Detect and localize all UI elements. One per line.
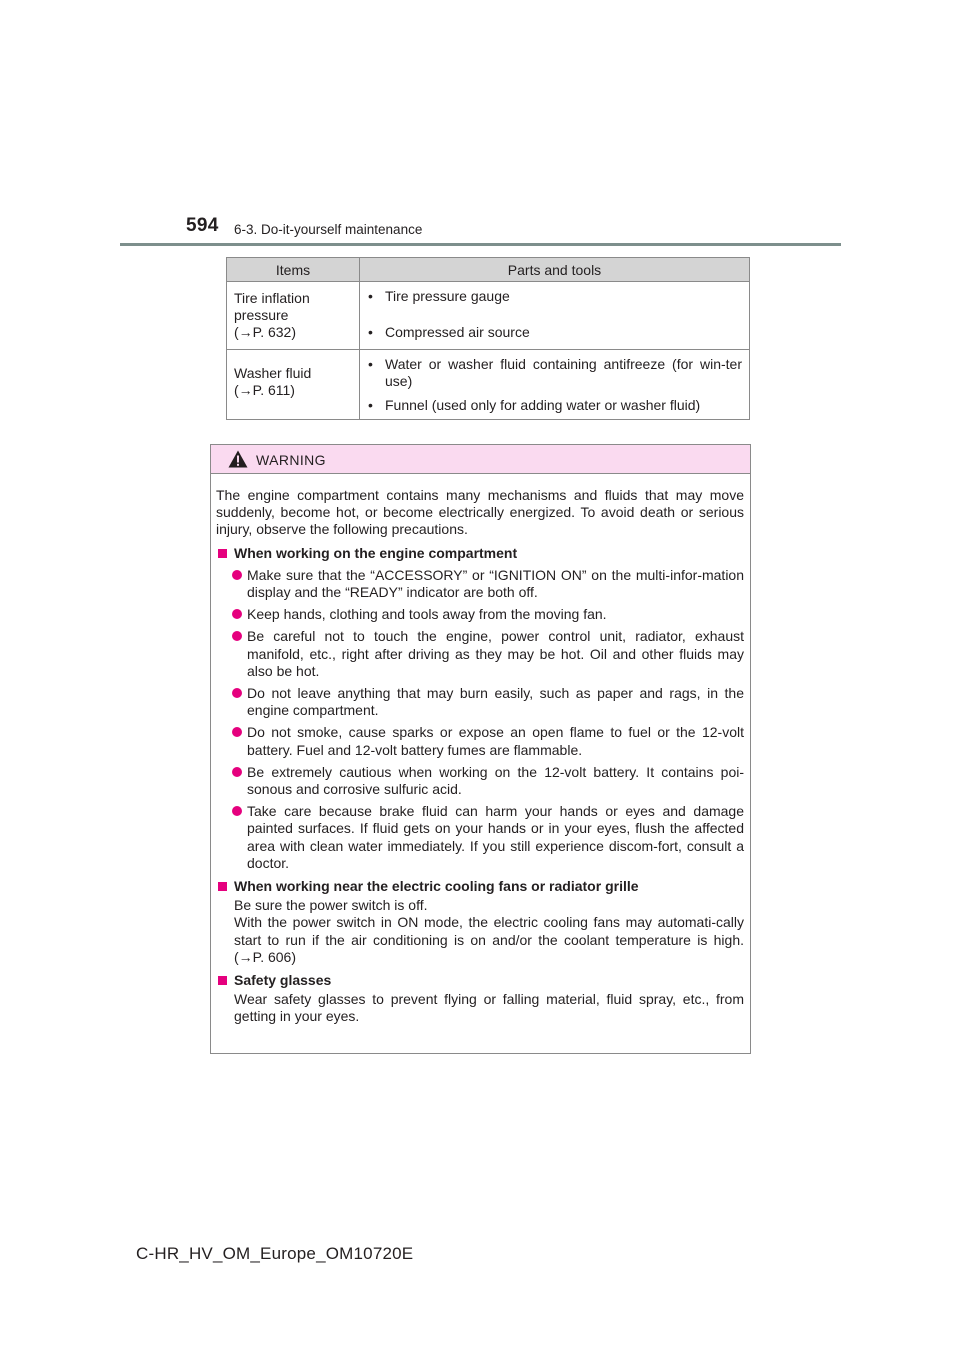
- item-label-line: Washer fluid: [234, 365, 312, 381]
- circle-bullet-icon: [232, 688, 242, 698]
- list-item: [216, 628, 744, 680]
- list-item-text: Keep hands, clothing and tools away from the moving fan.: [247, 606, 607, 623]
- list-item: [216, 803, 744, 872]
- square-bullet-icon: [218, 882, 227, 891]
- circle-bullet-icon: [232, 806, 242, 816]
- column-header-parts-and-tools: Parts and tools: [360, 258, 750, 282]
- warning-header: [211, 445, 750, 474]
- circle-bullet-icon: [232, 631, 242, 641]
- section-heading-text: When working near the electric cooling fans or radiator grille: [234, 878, 639, 895]
- table-row: [227, 282, 750, 350]
- tool-list-item: • Funnel (used only for adding water or washer fluid): [368, 397, 742, 414]
- section-title: 6-3. Do-it-yourself maintenance: [234, 222, 423, 237]
- section-heading: [216, 545, 744, 562]
- tools-cell: [360, 282, 750, 350]
- warning-box: [210, 444, 751, 1054]
- list-item: [216, 606, 744, 623]
- list-item-text: Do not smoke, cause sparks or expose an open flame to fuel or the 12-volt battery. Fuel and 12-volt battery fumes are flammable.: [247, 724, 744, 758]
- circle-bullet-icon: [232, 727, 242, 737]
- tool-list-item: • Water or washer fluid containing antifreeze (for win-ter use): [368, 356, 742, 390]
- circle-bullet-icon: [232, 767, 242, 777]
- list-item-text: Be extremely cautious when working on the 12-volt battery. It contains poi-sonous and corrosive sulfuric acid.: [247, 763, 744, 798]
- table-header-row: [227, 258, 750, 282]
- parts-and-tools-table: [226, 257, 750, 420]
- item-label-line: Tire inflation: [234, 290, 310, 306]
- item-cell: [227, 282, 360, 350]
- square-bullet-icon: [218, 976, 227, 985]
- page-number: 594: [186, 215, 219, 236]
- section-heading-text: When working on the engine compartment: [234, 544, 518, 561]
- list-item-text: Make sure that the “ACCESSORY” or “IGNITION ON” on the multi-infor-mation display and the “READY” indicator are both off.: [247, 566, 744, 601]
- section-heading: [216, 972, 744, 989]
- document-code: C-HR_HV_OM_Europe_OM10720E: [136, 1244, 414, 1263]
- table-row: [227, 350, 750, 420]
- list-item: [216, 685, 744, 719]
- list-item-text: Be careful not to touch the engine, power control unit, radiator, exhaust manifold, etc., right after driving as they may be hot. Oil and other fluids may also be hot.: [247, 628, 744, 679]
- page-reference: (→P. 632): [234, 324, 296, 340]
- section-heading-text: Safety glasses: [234, 972, 332, 989]
- tool-list-item: • Compressed air source: [368, 324, 742, 341]
- warning-triangle-icon: [228, 450, 248, 468]
- section-paragraph-line: Wear safety glasses to prevent flying or falling material, fluid spray, etc., from getting in your eyes.: [234, 991, 744, 1025]
- warning-label: WARNING: [256, 452, 326, 468]
- circle-bullet-icon: [232, 609, 242, 619]
- list-item: [216, 567, 744, 601]
- warning-intro: The engine compartment contains many mechanisms and fluids that may move suddenly, become hot, or become electrically energized. To avoid death or serious injury, observe the following precautions.: [216, 487, 744, 538]
- section-paragraph-line: Be sure the power switch is off.: [234, 897, 428, 914]
- page-reference: (→P. 611): [234, 382, 295, 398]
- column-header-items: Items: [227, 258, 360, 282]
- section-paragraph-line: With the power switch in ON mode, the electric cooling fans may automati-cally start to run if the air conditioning is on and/or the coolant temperature is high. (→P. 606): [234, 914, 744, 965]
- list-item-text: Do not leave anything that may burn easily, such as paper and rags, in the engine compartment.: [247, 685, 744, 719]
- list-item: [216, 764, 744, 798]
- tools-cell: [360, 350, 750, 420]
- list-item-text: Take care because brake fluid can harm your hands or eyes and damage painted surfaces. If fluid gets on your hands or in your eyes, flush the affected area with clean water immediately. If you still experience discom-fort, consult a doctor.: [247, 803, 744, 871]
- item-label-line: pressure: [234, 307, 289, 323]
- list-item: [216, 724, 744, 758]
- section-heading: [216, 878, 744, 895]
- tool-list-item: • Tire pressure gauge: [368, 288, 742, 305]
- item-cell: [227, 350, 360, 420]
- square-bullet-icon: [218, 549, 227, 558]
- header-rule: [120, 243, 841, 246]
- circle-bullet-icon: [232, 570, 242, 580]
- warning-body: [211, 474, 750, 1026]
